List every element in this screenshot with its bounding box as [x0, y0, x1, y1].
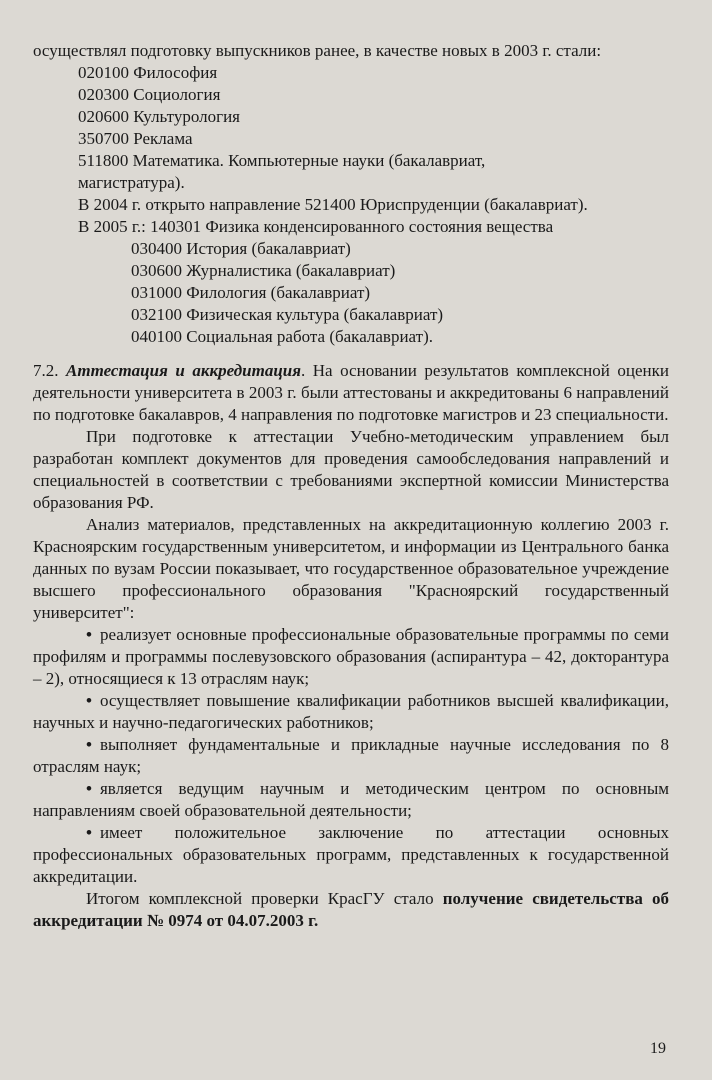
page-text: [33, 40, 669, 932]
list-2005: [131, 238, 669, 348]
list-item: 511800 Математика. Компьютерные науки (бакалавриат, магистратура).: [78, 151, 486, 192]
list-item: 032100 Физическая культура (бакалавриат): [131, 305, 444, 324]
list-item: 350700 Реклама: [78, 129, 193, 148]
bullet-item: • осуществляет повышение квалификации работников высшей квалификации, научных и научно-педагогических работников;: [33, 690, 669, 734]
conclusion-paragraph: [33, 888, 669, 932]
bullet-item: • реализует основные профессиональные образовательные программы по семи профилям и программы послевузовского образования (аспирантура – 42, докторантура – 2), относящиеся к 13 отраслям наук;: [33, 624, 669, 690]
section-paragraph: [33, 360, 669, 426]
list-item: 030600 Журналистика (бакалавриат): [131, 261, 396, 280]
list-item: 020600 Культурология: [78, 107, 241, 126]
list-item: 030400 История (бакалавриат): [131, 239, 351, 258]
page-number: 19: [650, 1040, 666, 1057]
list-item: 020100 Философия: [78, 63, 218, 82]
intro-paragraph: осуществлял подготовку выпускников ранее, в качестве новых в 2003 г. стали:: [33, 41, 602, 60]
bullet-item: • имеет положительное заключение по аттестации основных профессиональных образовательных программ, представленных к государственной аккредитации.: [33, 822, 669, 888]
conclusion-text: Итогом комплексной проверки КрасГУ стало: [86, 889, 443, 908]
list-item: 031000 Филология (бакалавриат): [131, 283, 371, 302]
section-number: 7.2.: [33, 361, 59, 380]
section-title: Аттестация и аккредитация: [66, 361, 301, 380]
bullet-item: • является ведущим научным и методическим центром по основным направлениям своей образовательной деятельности;: [33, 778, 669, 822]
conclusion-bold: получение свидетельства об аккредитации № 0974 от 04.07.2003 г.: [33, 889, 669, 930]
analysis-paragraph: Анализ материалов, представленных на аккредитационную коллегию 2003 г. Красноярским государственным университетом, и информации из Центрального банка данных по вузам России показывает, что государственное образовательное учреждение высшего профессионального образования "Красноярский государственный университет":: [33, 515, 669, 622]
attestation-paragraph: При подготовке к аттестации Учебно-методическим управлением был разработан комплект документов для проведения самообследования направлений и специальностей в соответствии с требованиями экспертной комиссии Министерства образования РФ.: [33, 427, 669, 512]
section-text: . На основании результатов комплексной оценки деятельности университета в 2003 г. были аттестованы и аккредитованы 6 направлений по подготовке бакалавров, 4 направления по подготовке магистров и 23 специальности.: [33, 361, 669, 424]
list-2003: [78, 62, 669, 194]
list-item: 040100 Социальная работа (бакалавриат).: [131, 327, 433, 346]
year-2004-line: В 2004 г. открыто направление 521400 Юриспруденции (бакалавриат).: [78, 195, 588, 214]
list-item: 020300 Социология: [78, 85, 221, 104]
bullet-item: • выполняет фундаментальные и прикладные научные исследования по 8 отраслям наук;: [33, 734, 669, 778]
year-2005-line: В 2005 г.: 140301 Физика конденсированного состояния вещества: [78, 217, 554, 236]
